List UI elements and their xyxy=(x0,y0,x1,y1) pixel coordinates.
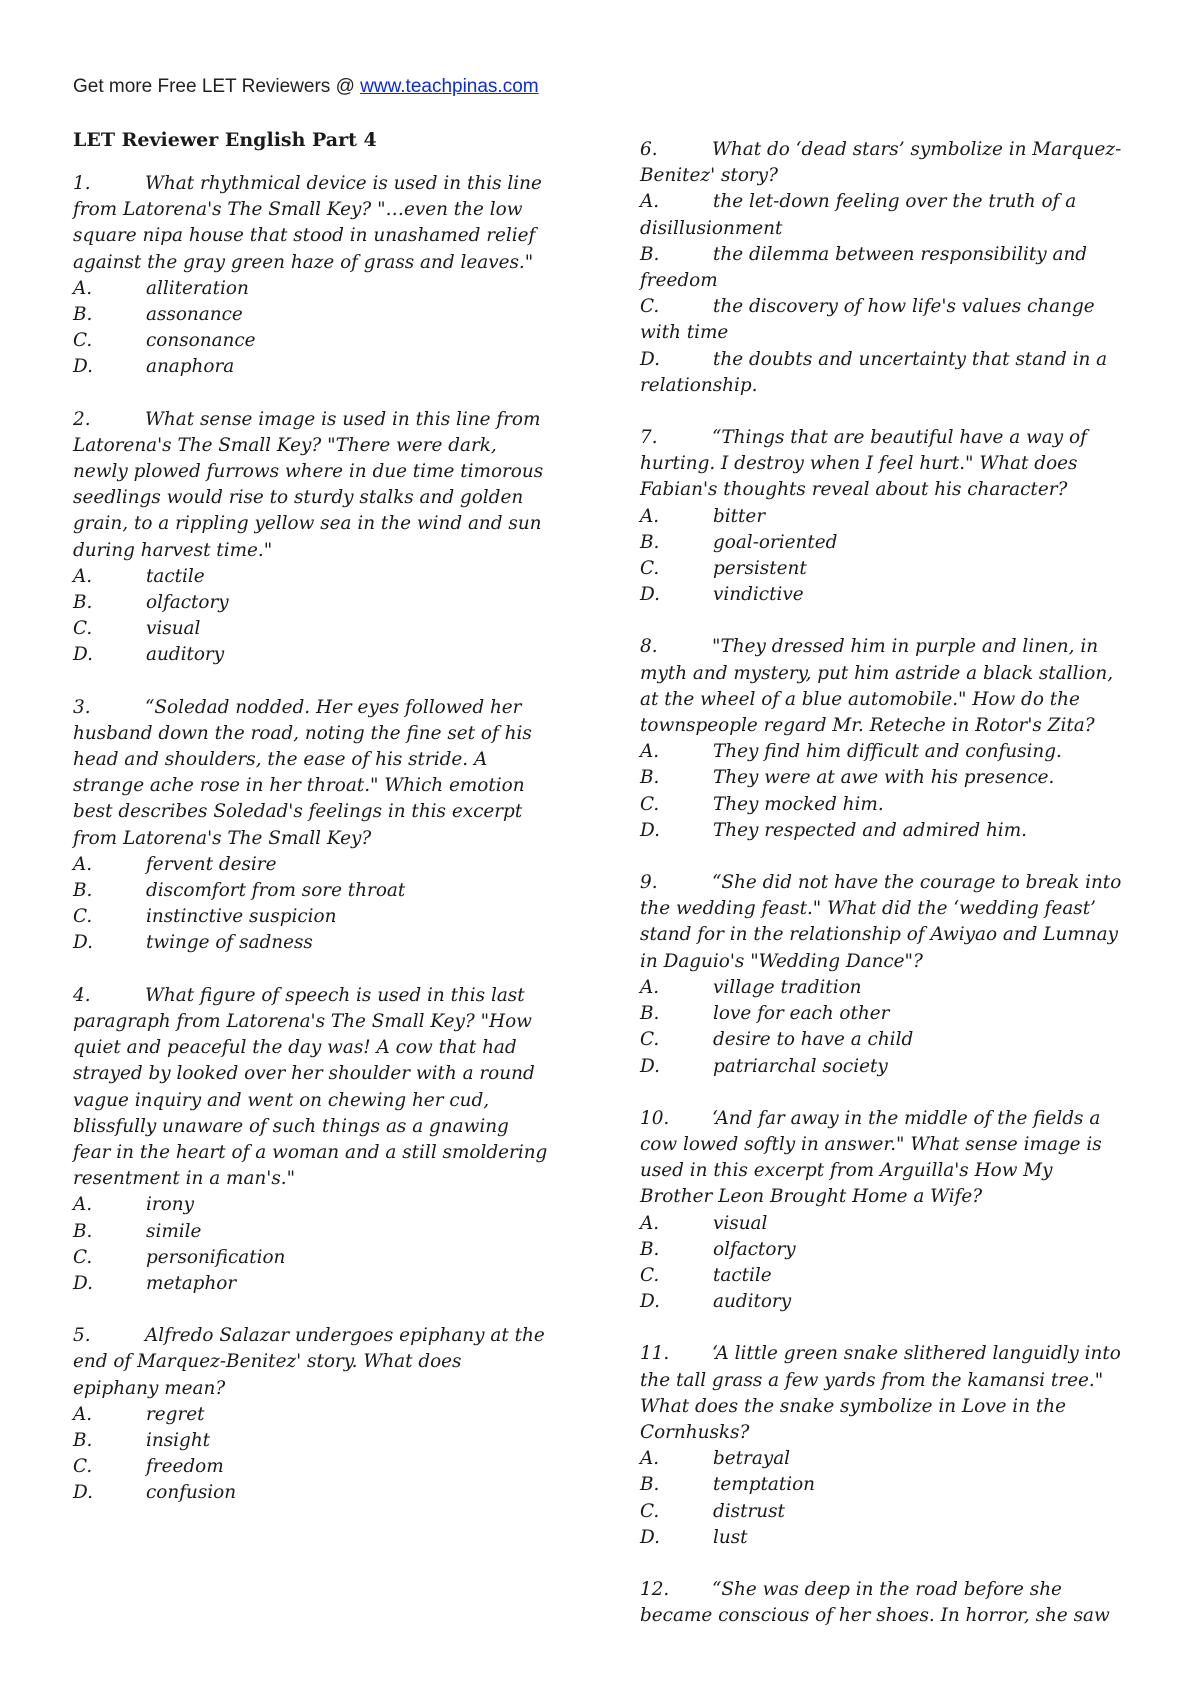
option-letter: A. xyxy=(73,853,93,875)
option-letter: D. xyxy=(73,932,93,954)
answer-option xyxy=(73,642,551,668)
option-letter: A. xyxy=(640,1448,660,1470)
answer-option xyxy=(640,975,1125,1001)
question-stem xyxy=(640,425,1125,504)
question-text: “She was deep in the road before she became conscious of her shoes. In horror, she saw xyxy=(640,1578,1110,1627)
option-text: irony xyxy=(146,1194,194,1216)
answer-option xyxy=(640,1525,1125,1551)
question-stem xyxy=(73,171,551,276)
answer-option xyxy=(640,1289,1125,1315)
question-stem xyxy=(640,634,1125,739)
answer-option xyxy=(640,1499,1125,1525)
option-letter: C. xyxy=(640,793,660,815)
option-letter: A. xyxy=(73,565,93,587)
answer-option xyxy=(640,818,1125,844)
option-text: They respected and admired him. xyxy=(713,819,1027,841)
option-letter: B. xyxy=(640,767,660,789)
question-number: 5. xyxy=(73,1325,91,1347)
left-question-list xyxy=(73,171,551,1507)
answer-option xyxy=(640,1446,1125,1472)
option-text: the let-down feeling over the truth of a disillusionment xyxy=(640,191,1077,239)
answer-option xyxy=(640,739,1125,765)
option-letter: D. xyxy=(73,644,93,666)
option-letter: D. xyxy=(73,356,93,378)
option-letter: D. xyxy=(73,1272,93,1294)
option-text: regret xyxy=(146,1403,205,1425)
option-letter: B. xyxy=(73,304,93,326)
option-letter: D. xyxy=(640,1055,660,1077)
option-text: olfactory xyxy=(146,592,229,614)
answer-option xyxy=(73,1402,551,1428)
option-text: assonance xyxy=(146,304,243,326)
option-letter: A. xyxy=(73,277,93,299)
option-letter: C. xyxy=(73,1456,93,1478)
option-letter: C. xyxy=(640,1264,660,1286)
option-letter: D. xyxy=(640,584,660,606)
question-6 xyxy=(640,137,1125,399)
option-text: betrayal xyxy=(713,1448,791,1470)
answer-option xyxy=(73,1428,551,1454)
question-text: What figure of speech is used in this last paragraph from Latorena's The Small Key? "How quiet and peaceful the day was! A cow that had strayed by looked over her shoulder with a round vague inquiry and went on chewing her cud, blissfully unaware of such things as a gnawing fear in the heart of a woman and a still smoldering resentment in a man's." xyxy=(73,984,548,1190)
question-number: 3. xyxy=(73,696,91,718)
option-letter: C. xyxy=(640,296,660,318)
option-text: confusion xyxy=(146,1482,237,1504)
question-stem xyxy=(73,695,551,852)
option-text: the doubts and uncertainty that stand in a relationship. xyxy=(640,348,1108,396)
question-stem xyxy=(73,1323,551,1402)
option-text: tactile xyxy=(146,565,205,587)
question-5 xyxy=(73,1323,551,1506)
option-text: anaphora xyxy=(146,356,235,378)
question-9 xyxy=(640,870,1125,1080)
question-stem xyxy=(640,1341,1125,1446)
question-number: 12. xyxy=(640,1578,670,1600)
answer-option xyxy=(73,1480,551,1506)
question-text: “Things that are beautiful have a way of hurting. I destroy when I feel hurt." What does Fabian's thoughts reveal about his character? xyxy=(640,427,1087,501)
option-text: personification xyxy=(146,1246,286,1268)
answer-option xyxy=(640,530,1125,556)
option-letter: A. xyxy=(640,505,660,527)
option-letter: A. xyxy=(73,1403,93,1425)
answer-option xyxy=(640,242,1125,294)
question-text: ‘And far away in the middle of the fields a cow lowed softly in answer." What sense image is used in this excerpt from Arguilla's How My Brother Leon Brought Home a Wife? xyxy=(640,1107,1102,1208)
option-text: twinge of sadness xyxy=(146,932,313,954)
answer-option xyxy=(73,930,551,956)
answer-option xyxy=(640,294,1125,346)
option-text: patriarchal society xyxy=(713,1055,888,1077)
answer-option xyxy=(73,852,551,878)
option-text: visual xyxy=(713,1212,768,1234)
left-column xyxy=(73,127,551,1533)
option-text: simile xyxy=(146,1220,202,1242)
question-11 xyxy=(640,1341,1125,1551)
option-letter: B. xyxy=(640,1238,660,1260)
question-stem xyxy=(640,1106,1125,1211)
question-12 xyxy=(640,1577,1125,1629)
option-letter: B. xyxy=(73,1220,93,1242)
option-letter: D. xyxy=(640,1526,660,1548)
answer-option xyxy=(640,1054,1125,1080)
question-number: 6. xyxy=(640,139,658,160)
answer-option xyxy=(640,1263,1125,1289)
option-text: metaphor xyxy=(146,1272,237,1294)
question-text: What do ‘dead stars’ symbolize in Marquez-Benitez' story? xyxy=(640,139,1122,187)
answer-option xyxy=(73,616,551,642)
question-text: “She did not have the courage to break into the wedding feast." What did the ‘wedding feast’ stand for in the relationship of Awiyao and Lumnay in Daguio's "Wedding Dance"? xyxy=(640,872,1122,972)
question-10 xyxy=(640,1106,1125,1316)
option-text: They mocked him. xyxy=(713,793,884,815)
right-question-list xyxy=(640,137,1125,1629)
answer-option xyxy=(73,276,551,302)
option-letter: B. xyxy=(640,1003,660,1025)
option-letter: D. xyxy=(640,1291,660,1313)
option-letter: D. xyxy=(73,1482,93,1504)
question-stem xyxy=(73,983,551,1193)
answer-option xyxy=(640,582,1125,608)
answer-option xyxy=(640,1211,1125,1237)
option-text: olfactory xyxy=(713,1238,796,1260)
answer-option xyxy=(640,347,1125,399)
answer-option xyxy=(73,1245,551,1271)
option-text: desire to have a child xyxy=(713,1029,914,1051)
option-text: alliteration xyxy=(146,277,249,299)
question-number: 10. xyxy=(640,1107,670,1129)
option-text: consonance xyxy=(146,330,256,352)
option-letter: A. xyxy=(640,191,660,213)
answer-option xyxy=(640,792,1125,818)
option-text: distrust xyxy=(713,1500,785,1522)
answer-option xyxy=(640,1472,1125,1498)
option-letter: C. xyxy=(73,618,93,640)
option-text: fervent desire xyxy=(146,853,277,875)
option-text: auditory xyxy=(713,1291,792,1313)
option-text: They were at awe with his presence. xyxy=(713,767,1055,789)
answer-option xyxy=(640,189,1125,241)
option-text: vindictive xyxy=(713,584,804,606)
option-letter: D. xyxy=(640,348,660,370)
option-letter: C. xyxy=(73,330,93,352)
option-letter: B. xyxy=(73,880,93,902)
right-column xyxy=(640,137,1125,1655)
answer-option xyxy=(640,556,1125,582)
question-number: 11. xyxy=(640,1343,670,1365)
question-4 xyxy=(73,983,551,1297)
option-text: discomfort from sore throat xyxy=(146,880,406,902)
option-text: goal-oriented xyxy=(713,531,838,553)
question-number: 8. xyxy=(640,636,658,658)
option-letter: C. xyxy=(640,1029,660,1051)
question-number: 1. xyxy=(73,173,91,194)
question-number: 7. xyxy=(640,427,658,449)
question-1 xyxy=(73,171,551,381)
question-text: "They dressed him in purple and linen, in myth and mystery, put him astride a black stallion, at the wheel of a blue automobile." How do the townspeople regard Mr. Reteche in Rotor's Zita? xyxy=(640,636,1114,737)
option-text: lust xyxy=(713,1526,748,1548)
question-2 xyxy=(73,407,551,669)
answer-option xyxy=(640,504,1125,530)
option-text: bitter xyxy=(713,505,766,527)
answer-option xyxy=(73,1192,551,1218)
answer-option xyxy=(73,564,551,590)
question-stem xyxy=(640,137,1125,189)
question-3 xyxy=(73,695,551,957)
answer-option xyxy=(73,1454,551,1480)
option-letter: A. xyxy=(640,1212,660,1234)
option-letter: B. xyxy=(73,1429,93,1451)
answer-option xyxy=(73,302,551,328)
answer-option xyxy=(640,1001,1125,1027)
option-text: tactile xyxy=(713,1264,772,1286)
question-8 xyxy=(640,634,1125,844)
question-text: “Soledad nodded. Her eyes followed her husband down the road, noting the fine set of his head and shoulders, the ease of his stride. A strange ache rose in her throat." Which emotion best describes Soledad's feelings in this excerpt from Latorena's The Small Key? xyxy=(73,696,532,849)
option-letter: D. xyxy=(640,819,660,841)
option-text: They find him difficult and confusing. xyxy=(713,741,1062,763)
answer-option xyxy=(640,1237,1125,1263)
option-text: love for each other xyxy=(713,1003,890,1025)
option-letter: A. xyxy=(640,976,660,998)
option-letter: C. xyxy=(640,558,660,580)
question-stem xyxy=(640,870,1125,975)
answer-option xyxy=(73,904,551,930)
question-text: ‘A little green snake slithered languidly into the tall grass a few yards from the kamansi tree." What does the snake symbolize in Love in the Cornhusks? xyxy=(640,1343,1121,1443)
option-text: insight xyxy=(146,1429,211,1451)
option-letter: B. xyxy=(640,243,660,265)
option-text: the discovery of how life's values change with time xyxy=(640,296,1095,344)
option-letter: A. xyxy=(73,1194,93,1216)
question-stem xyxy=(73,407,551,564)
question-stem xyxy=(640,1577,1125,1629)
header-prefix: Get more Free LET Reviewers @ xyxy=(73,76,361,97)
page-header xyxy=(73,76,539,98)
answer-option xyxy=(640,765,1125,791)
question-text: What sense image is used in this line from Latorena's The Small Key? "There were dark, newly plowed furrows where in due time timorous seedlings would rise to sturdy stalks and golden grain, to a rippling yellow sea in the wind and sun during harvest time." xyxy=(73,408,544,561)
option-text: instinctive suspicion xyxy=(146,906,337,928)
option-text: visual xyxy=(146,618,201,640)
option-letter: C. xyxy=(73,906,93,928)
question-number: 4. xyxy=(73,984,91,1006)
option-letter: B. xyxy=(640,531,660,553)
teachpinas-link[interactable]: www.teachpinas.com xyxy=(360,76,539,97)
option-text: auditory xyxy=(146,644,225,666)
answer-option xyxy=(73,590,551,616)
option-text: temptation xyxy=(713,1474,816,1496)
option-letter: A. xyxy=(640,741,660,763)
option-text: village tradition xyxy=(713,976,862,998)
option-text: the dilemma between responsibility and freedom xyxy=(640,243,1088,292)
answer-option xyxy=(73,354,551,380)
answer-option xyxy=(73,1271,551,1297)
document-title: LET Reviewer English Part 4 xyxy=(73,129,377,151)
answer-option xyxy=(73,878,551,904)
question-text: What rhythmical device is used in this line from Latorena's The Small Key? "…even the low square nipa house that stood in unashamed relief against the gray green haze of grass and leaves." xyxy=(73,173,542,273)
answer-option xyxy=(73,1219,551,1245)
option-letter: C. xyxy=(640,1500,660,1522)
answer-option xyxy=(73,328,551,354)
answer-option xyxy=(640,1027,1125,1053)
option-letter: B. xyxy=(73,592,93,614)
option-text: freedom xyxy=(146,1456,224,1478)
option-letter: B. xyxy=(640,1474,660,1496)
question-7 xyxy=(640,425,1125,608)
question-text: Alfredo Salazar undergoes epiphany at the end of Marquez-Benitez' story. What does epiphany mean? xyxy=(73,1325,545,1399)
option-letter: C. xyxy=(73,1246,93,1268)
question-number: 2. xyxy=(73,408,91,430)
question-number: 9. xyxy=(640,872,658,894)
option-text: persistent xyxy=(713,558,807,580)
